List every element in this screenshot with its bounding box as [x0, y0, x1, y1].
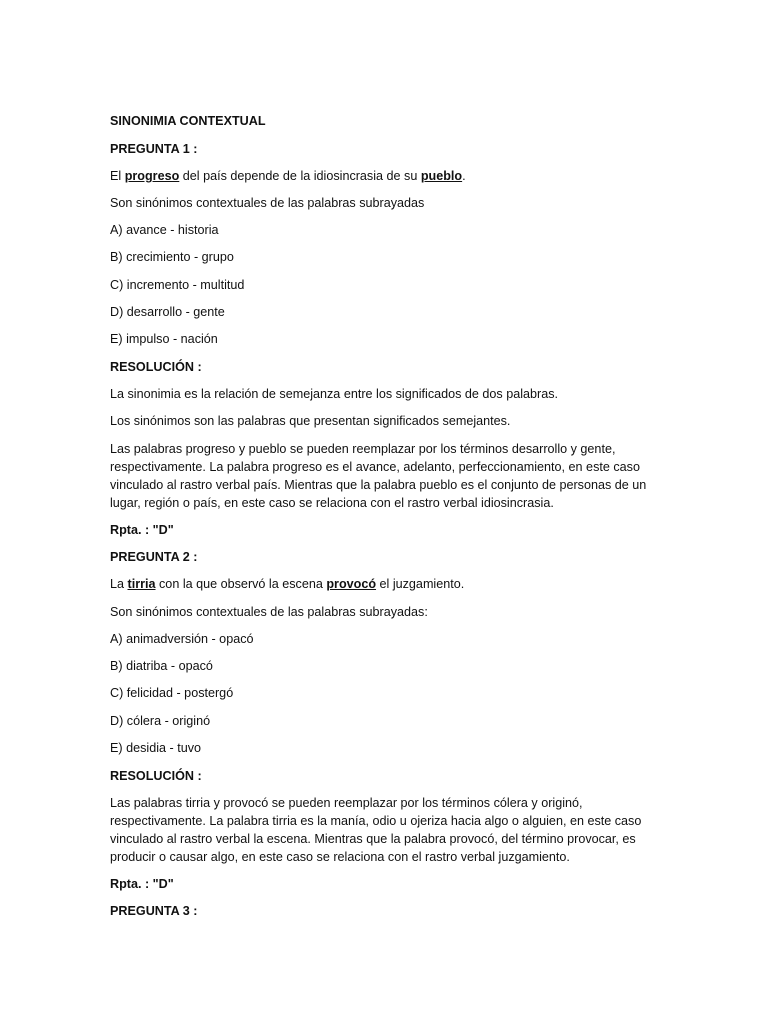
question-1-heading: PREGUNTA 1 : — [110, 142, 198, 156]
question-2-option: A) animadversión - opacó — [110, 632, 254, 646]
question-2-resolution-paragraph: Las palabras tirria y provocó se pueden reemplazar por los términos cólera y originó, respectivamente. La palabra tirria es la manía, odio u ojeriza hacia algo o alguien, en este caso vinculado al rastro verbal la escena. Mientras que la palabra provocó, del término provocar, es producir o causar algo, en este caso se relaciona con el rastro verbal juzgamiento. — [110, 796, 642, 864]
question-1-resolution-paragraph: Las palabras progreso y pueblo se pueden reemplazar por los términos desarrollo y gente, respectivamente. La palabra progreso es el avance, adelanto, perfeccionamiento, en este caso vinculado al rastro verbal país. Mientras que la palabra pueblo es el conjunto de personas de un lugar, región o país, en este caso se relaciona con el rastro verbal idiosincrasia. — [110, 442, 647, 510]
question-1-option: E) impulso - nación — [110, 332, 218, 346]
question-2-option: B) diatriba - opacó — [110, 659, 213, 673]
question-1-resolution-heading: RESOLUCIÓN : — [110, 360, 202, 374]
question-1-resolution-text: Los sinónimos son las palabras que presentan significados semejantes. — [110, 414, 511, 428]
underlined-word: progreso — [124, 169, 180, 183]
question-2-sentence — [110, 575, 670, 593]
question-1-option: D) desarrollo - gente — [110, 305, 225, 319]
sentence-text: La — [110, 577, 128, 591]
document-title: SINONIMIA CONTEXTUAL — [110, 114, 266, 128]
sentence-text: . — [462, 169, 466, 183]
question-1-option: C) incremento - multitud — [110, 278, 245, 292]
question-2-answer: Rpta. : "D" — [110, 877, 174, 891]
question-1-option: A) avance - historia — [110, 223, 219, 237]
question-1-instruction: Son sinónimos contextuales de las palabras subrayadas — [110, 196, 425, 210]
question-2-option: D) cólera - originó — [110, 714, 211, 728]
sentence-text: El — [110, 169, 125, 183]
underlined-word: pueblo — [420, 169, 463, 183]
sentence-text: del país depende de la idiosincrasia de su — [179, 169, 421, 183]
question-2-option: E) desidia - tuvo — [110, 741, 201, 755]
question-2-instruction: Son sinónimos contextuales de las palabras subrayadas: — [110, 605, 428, 619]
sentence-text: el juzgamiento. — [376, 577, 465, 591]
question-3-heading: PREGUNTA 3 : — [110, 904, 198, 918]
underlined-word: provocó — [326, 577, 377, 591]
underlined-word: tirria — [127, 577, 156, 591]
question-1-answer: Rpta. : "D" — [110, 523, 174, 537]
question-1-option: B) crecimiento - grupo — [110, 250, 234, 264]
question-2-option: C) felicidad - postergó — [110, 686, 234, 700]
question-1-sentence — [110, 167, 670, 185]
question-2-heading: PREGUNTA 2 : — [110, 550, 198, 564]
sentence-text: con la que observó la escena — [155, 577, 327, 591]
question-1-resolution-text: La sinonimia es la relación de semejanza entre los significados de dos palabras. — [110, 387, 559, 401]
question-2-resolution-heading: RESOLUCIÓN : — [110, 769, 202, 783]
